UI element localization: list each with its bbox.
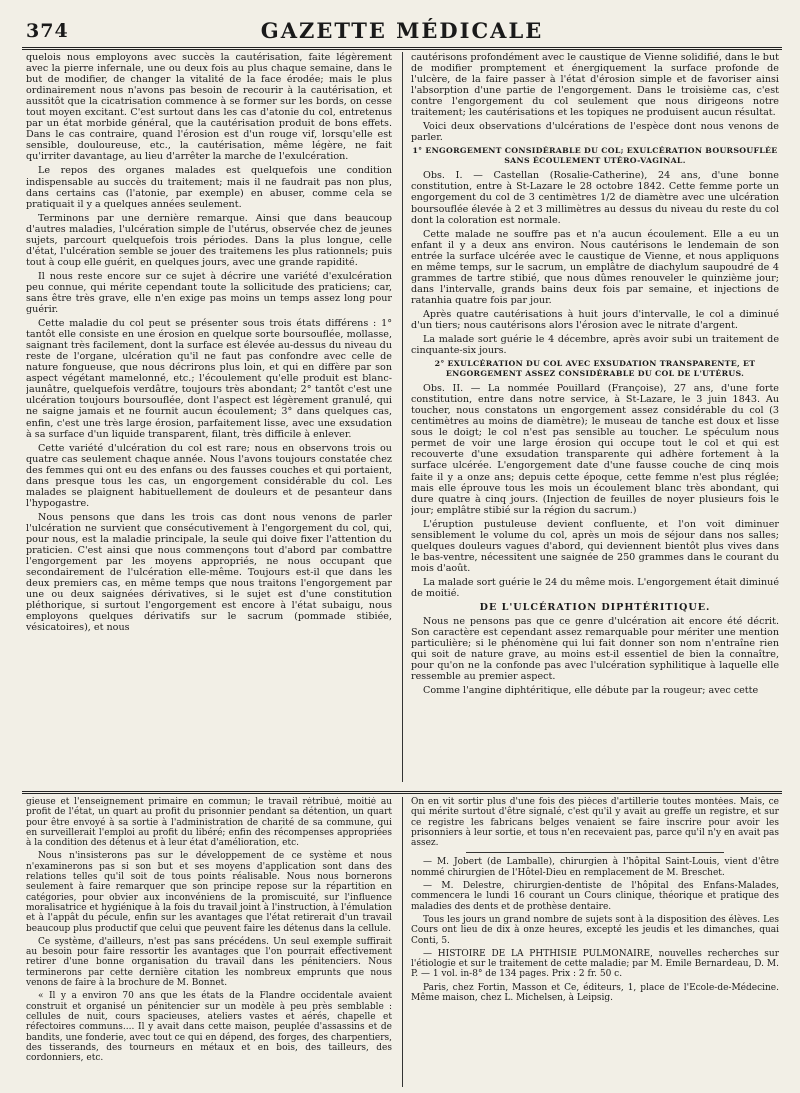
publisher-line: Paris, chez Fortin, Masson et Ce, éditeurs, 1, place de l'Ecole-de-Médecine. Même maison, chez L. Michelsen, à Leipsig. (411, 982, 779, 1004)
section-heading: DE L'ULCÉRATION DIPHTÉRITIQUE. (479, 602, 711, 614)
paragraph: La malade sort guérie le 4 décembre, après avoir subi un traitement de cinquante-six jours. (411, 334, 779, 357)
page-number: 374 (26, 20, 69, 42)
paragraph: Obs. I. — Castellan (Rosalie-Catherine), 24 ans, d'une bonne constitution, entre à St-Lazare le 28 octobre 1842. Cette femme porte un engorgement du col de 3 centimètres 1/2 de diamètre avec une ulcération boursouflée élevée à 2 et 3 millimètres au dessus du niveau du reste du col dont la coloration est normale. (411, 170, 779, 226)
observation-2-heading: 2° EXULCÉRATION DU COL AVEC EXSUDATION TRANSPARENTE, ET ENGORGEMENT ASSEZ CONSIDÉRABLE DU COL DE L'UTÉRUS. (434, 359, 756, 379)
feuilleton-rule (22, 791, 782, 794)
paragraph: Obs. II. — La nommée Pouillard (Françoise), 27 ans, d'une forte constitution, entre dans notre service, à St-Lazare, le 3 juin 1843. Au toucher, nous constatons un engorgement assez considérable du col (3 centimètres au moins de diamètre); le museau de tanche est doux et lisse sous le doigt; le col n'est pas sensible au toucher. Le spéculum nous permet de voir une large érosion qui occupe tout le col et qui est recouverte d'une exsudation transparente qui adhère fortement à la surface ulcérée. L'engorgement date d'une fausse couche de cinq mois faite il y a onze ans; depuis cette époque, cette femme n'est plus réglée; mais elle éprouve tous les mois un écoulement blanc très abondant, qui dure quatre à cinq jours. (Injection de feuilles de noyer plusieurs fois le jour; emplâtre stibié sur la région du sacrum.) (411, 383, 779, 516)
header-rule (22, 47, 782, 50)
gazette-title: GAZETTE MÉDICALE (260, 18, 544, 43)
paragraph: Nous ne pensons pas que ce genre d'ulcération ait encore été décrit. Son caractère est cependant assez remarquable pour mériter une mention particulière; si le phénomène qui lui fait donner son nom n'entraîne rien qui soit de nature grave, au moins est-il essentiel de bien la connaître, pour qu'on ne la confonde pas avec l'ulcération syphilitique à laquelle elle ressemble au premier aspect. (411, 616, 779, 683)
paragraph: Ce système, d'ailleurs, n'est pas sans précédens. Un seul exemple suffirait au besoin pour faire ressortir les avantages que l'on pourrait effectivement retirer d'une bonne organisation du travail dans les pénitenciers. Nous terminerons par cette dernière citation les nombreux emprunts que nous venons de faire à la brochure de M. Bonnet. (26, 936, 392, 989)
paragraph: « Il y a environ 70 ans que les états de la Flandre occidentale avaient construit et organisé un pénitencier sur un modèle à peu près semblable : cellules de nuit, cours spacieuses, ateliers vastes et aérés, chapelle et réfectoires communs.... Il y avait dans cette maison, peuplée d'assassins et de bandits, une fonderie, avec tout ce qui en dépend, des forges, des charpentiers, des tisserands, des tourneurs en métaux et en bois, des tailleurs, des cordonniers, etc. (26, 991, 392, 1064)
paragraph: Après quatre cautérisations à huit jours d'intervalle, le col a diminué d'un tiers; nous cautérisons alors l'érosion avec le nitrate d'argent. (411, 308, 779, 331)
news-notice: — M. Delestre, chirurgien-dentiste de l'hôpital des Enfans-Malades, commencera le lundi 16 courant un Cours clinique, théorique et pratique des maladies des dents et de prothèse dentaire. (411, 881, 779, 912)
feuilleton-right-column (411, 797, 779, 1087)
paragraph: Voici deux observations d'ulcérations de l'espèce dont nous venons de parler. (411, 121, 779, 144)
paragraph: On en vit sortir plus d'une fois des pièces d'artillerie toutes montées. Mais, ce qui mérite surtout d'être signalé, c'est qu'il y avait au greffe un registre, et sur ce registre les fabricans belges venaient se faire inscrire pour avoir les prisonniers à leur sortie, et tous n'en recevaient pas, parce qu'il n'y en avait pas assez. (411, 797, 779, 849)
paragraph: Cette malade ne souffre pas et n'a aucun écoulement. Elle a eu un enfant il y a deux ans environ. Nous cautérisons le lendemain de son entrée la surface ulcérée avec le caustique de Vienne, et nous appliquons en même temps, sur le sacrum, un emplâtre de diachylum saupoudré de 4 grammes de tartre stibié, que nous dûmes renouveler le quinzième jour; dans l'intervalle, grands bains deux fois par semaine, et injections de ratanhia quatre fois par jour. (411, 228, 779, 306)
column-divider (402, 797, 403, 1087)
paragraph: L'éruption pustuleuse devient confluente, et l'on voit diminuer sensiblement le volume du col, après un mois de séjour dans nos salles; quelques douleurs vagues d'abord, qui deviennent bientôt plus vives dans le bas-ventre, nécessitent une saignée de 250 grammes dans le courant du mois d'août. (411, 518, 779, 574)
paragraph: Nous n'insisterons pas sur le développement de ce système et nous n'examinerons pas si son but et ses moyens d'application sont dans des relations telles qu'il soit de tous points réalisable. Nous nous bornerons seulement à faire remarquer que son principe repose sur la répartition en catégories, pour obvier aux inconvéniens de la promiscuité, sur l'influence moralisatrice et hygiénique à la fois du travail joint à l'instruction, à l'émulation et à l'appât du pécule, enfin sur les avantages que l'état retirerait d'un travail beaucoup plus productif que celui que peuvent faire les détenus dans la cellule. (26, 851, 392, 934)
news-notice: Tous les jours un grand nombre de sujets sont à la disposition des élèves. Les Cours ont lieu de dix à onze heures, excepté les jeudis et les dimanches, quai Conti, 5. (411, 914, 779, 946)
news-notice: — M. Jobert (de Lamballe), chirurgien à l'hôpital Saint-Louis, vient d'être nommé chirurgien de l'Hôtel-Dieu en remplacement de M. Breschet. (411, 857, 779, 878)
paragraph: Cette variété d'ulcération du col est rare; nous en observons trois ou quatre cas seulement chaque année. Nous l'avons toujours constatée chez des femmes qui ont eu des enfans ou des fausses couches et qui portaient, dans presque tous les cas, un engorgement considérable du col. Les malades se plaignent habituellement de douleurs et de pesanteur dans l'hypogastre. (26, 442, 392, 509)
paragraph: Il nous reste encore sur ce sujet à décrire une variété d'exulcération peu connue, qui mérite cependant toute la sollicitude des praticiens; car, sans être très grave, elle n'en exige pas moins un temps assez long pour guérir. (26, 270, 392, 316)
feuilleton-left-column (26, 797, 392, 1087)
paragraph: La malade sort guérie le 24 du même mois. L'engorgement était diminué de moitié. (411, 576, 779, 599)
right-column (411, 52, 779, 788)
book-notice: — HISTOIRE DE LA PHTHISIE PULMONAIRE, nouvelles recherches sur l'étiologie et sur le traitement de cette maladie; par M. Emile Bernardeau, D. M. P. — 1 vol. in-8° de 134 pages. Prix : 2 fr. 50 c. (411, 948, 779, 980)
paragraph: Le repos des organes malades est quelquefois une condition indispensable au succès du traitement; mais il ne faudrait pas non plus, dans certains cas (l'atonie, par exemple) en abuser, comme cela se pratiquait il y a quelques années seulement. (26, 165, 392, 210)
page-header (22, 18, 782, 44)
observation-1-heading: 1° ENGORGEMENT CONSIDÉRABLE DU COL; EXULCÉRATION BOURSOUFLÉE SANS ÉCOULEMENT UTÉRO-VAGINAL. (412, 146, 778, 166)
separator (466, 852, 724, 853)
paragraph: cautérisons profondément avec le caustique de Vienne solidifié, dans le but de modifier promptement et énergiquement la surface profonde de l'ulcère, de la faire passer à l'état d'érosion simple et de favoriser ainsi l'absorption d'une partie de l'engorgement. Dans le troisième cas, c'est contre l'engorgement du col seulement que nous dirigeons notre traitement; les cautérisations et les topiques ne produisent aucun résultat. (411, 52, 779, 119)
paragraph: gieuse et l'enseignement primaire en commun; le travail rétribué, moitié au profit de l'état, un quart au profit du prisonnier pendant sa détention, un quart pour être envoyé à sa sortie à l'administration de charité de sa commune, qui en surveillerait l'emploi au profit du libéré; enfin des récompenses appropriées à la condition des détenus et à leur état d'amélioration, etc. (26, 797, 392, 849)
left-column (26, 52, 392, 788)
paragraph: quelois nous employons avec succès la cautérisation, faite légèrement avec la pierre infernale, une ou deux fois au plus chaque semaine, dans le but de modifier, de changer la vitalité de la face érodée; mais le plus ordinairement nous n'avons pas besoin de recourir à la cautérisation, et aussitôt que la cicatrisation commence à se former sur les bords, on cesse tout moyen excitant. C'est surtout dans les cas d'atonie du col, entretenus par un état morbide général, que la cautérisation produit de bons effets. Dans le cas contraire, quand l'érosion est d'un rouge vif, lorsqu'elle est sensible, douloureuse, etc., la cautérisation, même légère, ne fait qu'irriter davantage, au lieu d'arrêter la marche de l'exulcération. (26, 52, 392, 163)
column-divider (402, 52, 403, 782)
paragraph: Comme l'angine diphtéritique, elle débute par la rougeur; avec cette (423, 685, 759, 697)
paragraph: Terminons par une dernière remarque. Ainsi que dans beaucoup d'autres maladies, l'ulcération simple de l'utérus, observée chez de jeunes sujets, parcourt quelquefois trois périodes. Dans la plus longue, celle d'état, l'ulcération semble se jouer des traitemens les plus rationnels; puis tout à coup elle guérit, en quelques jours, avec une grande rapidité. (26, 212, 392, 268)
paragraph: Nous pensons que dans les trois cas dont nous venons de parler l'ulcération ne survient que consécutivement à l'engorgement du col, qui, pour nous, est la maladie principale, la seule qui doive fixer l'attention du praticien. C'est ainsi que nous commençons tout d'abord par combattre l'engorgement par les moyens appropriés, ne nous occupant que secondairement de l'ulcération elle-même. Toujours est-il que dans les deux premiers cas, en même temps que nous traitons l'engorgement par une ou deux saignées dérivatives, si le sujet est d'une constitution pléthorique, si surtout l'engorgement est encore à l'état subaigu, nous employons quelques dérivatifs sur le sacrum (pommade stibiée, vésicatoires), et nous (26, 511, 392, 634)
paragraph: Cette maladie du col peut se présenter sous trois états différens : 1° tantôt elle consiste en une érosion en quelque sorte boursouflée, mollasse, saignant très facilement, dont la surface est élevée au-dessus du niveau du reste de l'organe, ulcération qu'il ne faut pas confondre avec celle de nature fongueuse, que nous décrirons plus loin, et qui en diffère par son aspect végétant mamelonné, etc.; l'écoulement qu'elle produit est blanc-jaunâtre, quelquefois verdâtre, toujours très abondant; 2° tantôt c'est une ulcération toujours boursouflée, dont l'aspect est légèrement granulé, qui ne saigne jamais et ne fournit aucun écoulement; 3° dans quelques cas, enfin, c'est une très large érosion, parfaitement lisse, avec une exsudation à sa surface d'un liquide transparent, filant, très difficile à enlever. (26, 318, 392, 440)
